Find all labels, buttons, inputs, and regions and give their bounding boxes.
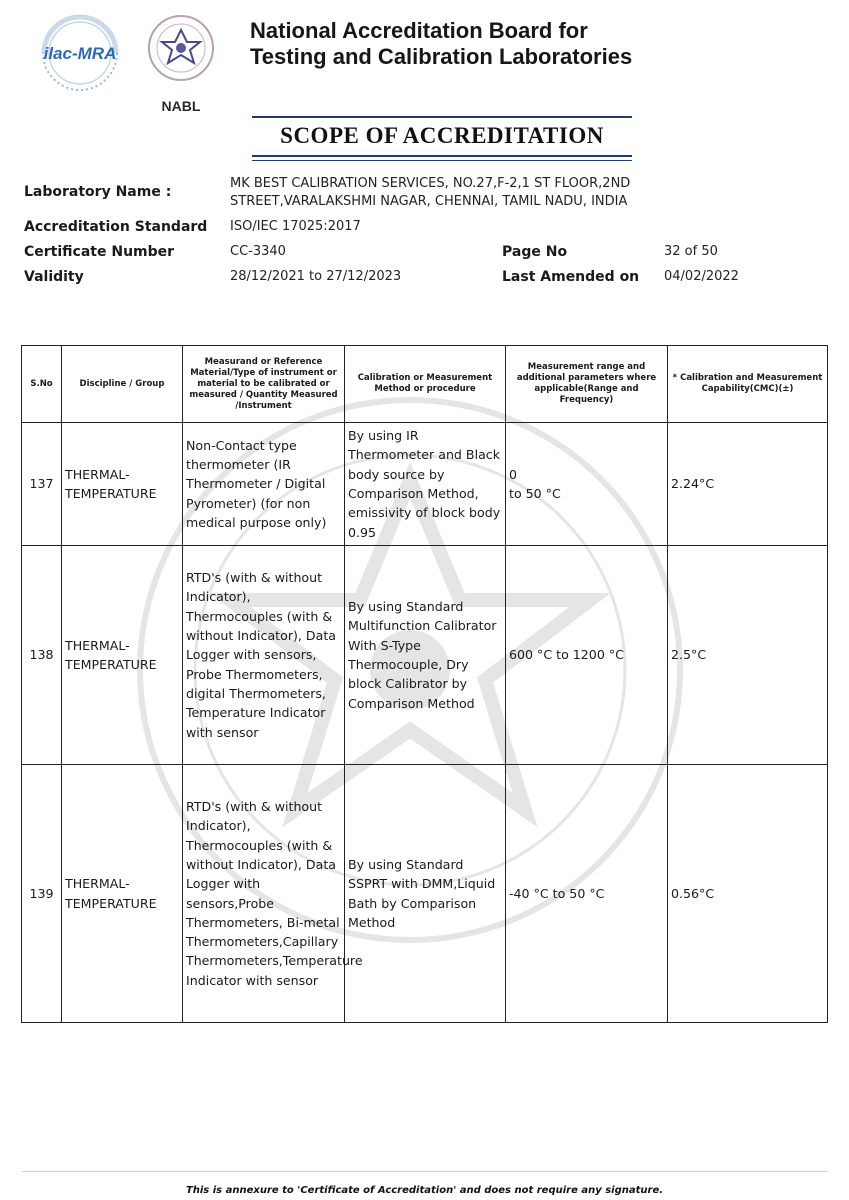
lab-name-label: Laboratory Name : — [24, 184, 172, 200]
cell-discipline: THERMAL-TEMPERATURE — [62, 765, 183, 1023]
scope-table — [21, 345, 828, 1023]
table-row — [22, 423, 828, 546]
scope-title — [252, 116, 632, 155]
cell-cmc: 2.5°C — [668, 546, 828, 765]
organisation-title-line1: National Accreditation Board for — [250, 18, 588, 43]
footer-note: This is annexure to 'Certificate of Accreditation' and does not require any signature. — [185, 1185, 664, 1196]
cell-range-line1: 0 — [509, 466, 518, 482]
table-row — [22, 546, 828, 765]
validity-value: 28/12/2021 to 27/12/2023 — [230, 269, 402, 284]
svg-text:ilac-MRA: ilac-MRA — [43, 44, 117, 63]
header-method: Calibration or Measurement Method or procedure — [345, 346, 506, 423]
table-header-row — [22, 346, 828, 423]
cell-method: By using Standard Multifunction Calibrator With S-Type Thermocouple, Dry block Calibrator by Comparison Method — [345, 546, 506, 765]
cell-discipline: THERMAL-TEMPERATURE — [62, 423, 183, 546]
header-cmc: * Calibration and Measurement Capability(CMC)(±) — [668, 346, 828, 423]
organisation-title — [250, 18, 810, 70]
cell-sno: 138 — [22, 546, 62, 765]
cell-measurand: Non-Contact type thermometer (IR Thermometer / Digital Pyrometer) (for non medical purpose only) — [183, 423, 345, 546]
lab-name-line1: MK BEST CALIBRATION SERVICES, NO.27,F-2,1 ST FLOOR,2ND — [230, 176, 631, 191]
cell-range: -40 °C to 50 °C — [506, 765, 668, 1023]
standard-label: Accreditation Standard — [24, 219, 208, 235]
last-amended-value: 04/02/2022 — [664, 269, 739, 284]
cell-range: 600 °C to 1200 °C — [506, 546, 668, 765]
title-rule-top — [252, 116, 632, 118]
cell-sno: 139 — [22, 765, 62, 1023]
nabl-logo-text: NABL — [161, 98, 201, 114]
cell-measurand: RTD's (with & without Indicator), Thermocouples (with & without Indicator), Data Logger with sensors, Probe Thermometers, digital Thermometers, Temperature Indicator with sensor — [183, 546, 345, 765]
nabl-logo — [140, 8, 222, 120]
scope-title-text: SCOPE OF ACCREDITATION — [280, 123, 604, 148]
footer-rule — [22, 1171, 828, 1172]
header-range: Measurement range and additional parameters where applicable(Range and Frequency) — [506, 346, 668, 423]
page-no-label: Page No — [502, 244, 568, 260]
cell-range — [506, 423, 668, 546]
header-measurand: Measurand or Reference Material/Type of instrument or material to be calibrated or measured / Quantity Measured /Instrument — [183, 346, 345, 423]
lab-name-line2: STREET,VARALAKSHMI NAGAR, CHENNAI, TAMIL NADU, INDIA — [230, 194, 628, 209]
certificate-number-label: Certificate Number — [24, 244, 175, 260]
cell-range-line2: to 50 °C — [509, 486, 561, 501]
cell-cmc: 2.24°C — [668, 423, 828, 546]
title-rule-bottom-thin — [252, 160, 632, 161]
cell-discipline: THERMAL-TEMPERATURE — [62, 546, 183, 765]
certificate-number-value: CC-3340 — [230, 244, 286, 259]
organisation-title-line2: Testing and Calibration Laboratories — [250, 44, 633, 69]
header-discipline: Discipline / Group — [62, 346, 183, 423]
ilac-mra-logo — [30, 14, 130, 92]
page-no-value: 32 of 50 — [664, 244, 718, 259]
cell-sno: 137 — [22, 423, 62, 546]
header-sno: S.No — [22, 346, 62, 423]
last-amended-label: Last Amended on — [502, 269, 640, 285]
table-row — [22, 765, 828, 1023]
standard-value: ISO/IEC 17025:2017 — [230, 219, 361, 234]
cell-measurand: RTD's (with & without Indicator), Thermocouples (with & without Indicator), Data Logger with sensors,Probe Thermometers, Bi-metal Thermometers,Capillary Thermometers,Temperature Indicator with sensor — [183, 765, 345, 1023]
cell-method: By using IR Thermometer and Black body source by Comparison Method, emissivity of block body 0.95 — [345, 423, 506, 546]
cell-cmc: 0.56°C — [668, 765, 828, 1023]
title-rule-bottom — [252, 155, 632, 157]
cell-method: By using Standard SSPRT with DMM,Liquid Bath by Comparison Method — [345, 765, 506, 1023]
validity-label: Validity — [24, 269, 84, 285]
